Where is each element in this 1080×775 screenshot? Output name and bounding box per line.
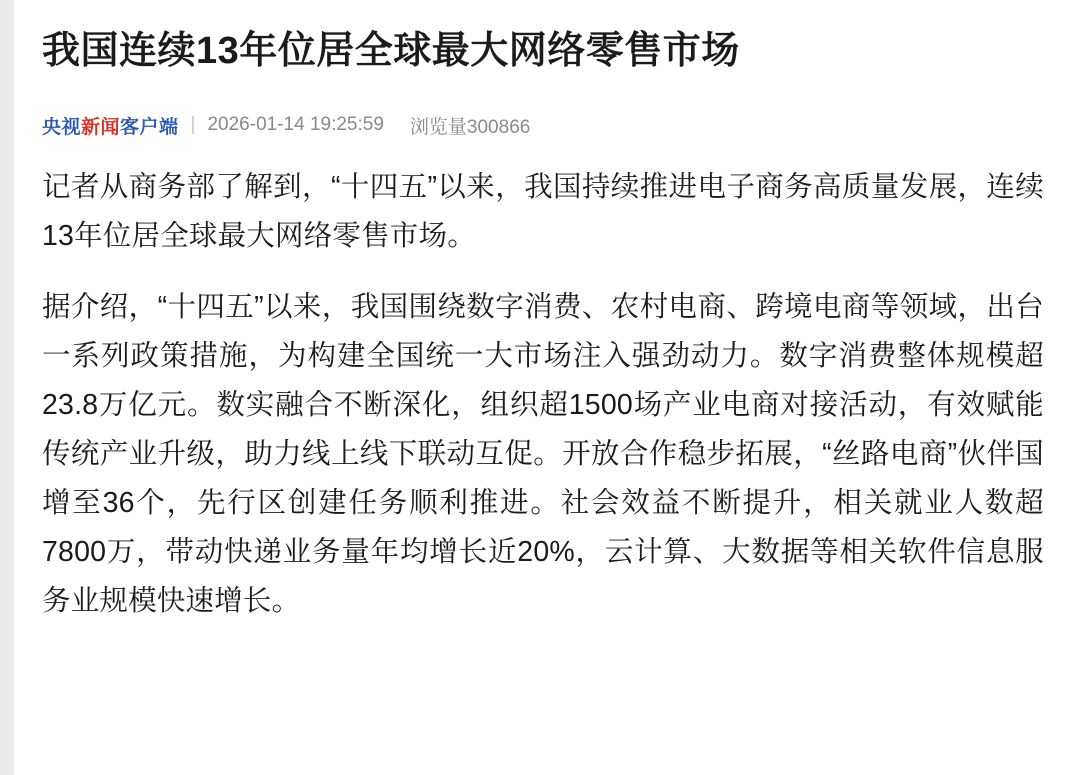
article-body [42, 163, 1044, 626]
page-title: 我国连续13年位居全球最大网络零售市场 [42, 30, 740, 72]
view-count: 浏览量300866 [409, 116, 531, 138]
meta-separator: | [190, 114, 196, 135]
source-name-part3: 客户端 [120, 116, 179, 138]
publish-datetime: 2026-01-14 19:25:59 [207, 114, 384, 135]
source-name[interactable] [42, 112, 179, 139]
left-gutter-bar [0, 0, 14, 775]
paragraph: 记者从商务部了解到，“十四五”以来，我国持续推进电子商务高质量发展，连续13年位居全球最大网络零售市场。 [42, 170, 1044, 252]
paragraph: 据介绍，“十四五”以来，我国围绕数字消费、农村电商、跨境电商等领域，出台一系列政策措施，为构建全国统一大市场注入强劲动力。数字消费整体规模超23.8万亿元。数实融合不断深化，组织超1500场产业电商对接活动，有效赋能传统产业升级，助力线上线下联动互促。开放合作稳步拓展，“丝路电商”伙伴国增至36个，先行区创建任务顺利推进。社会效益不断提升，相关就业人数超7800万，带动快递业务量年均增长近20%，云计算、大数据等相关软件信息服务业规模快速增长。 [42, 290, 1044, 617]
source-name-part2: 新闻 [81, 116, 121, 138]
source-name-part1: 央视 [42, 116, 82, 138]
article-content [14, 0, 1080, 775]
article-meta [42, 112, 1044, 139]
